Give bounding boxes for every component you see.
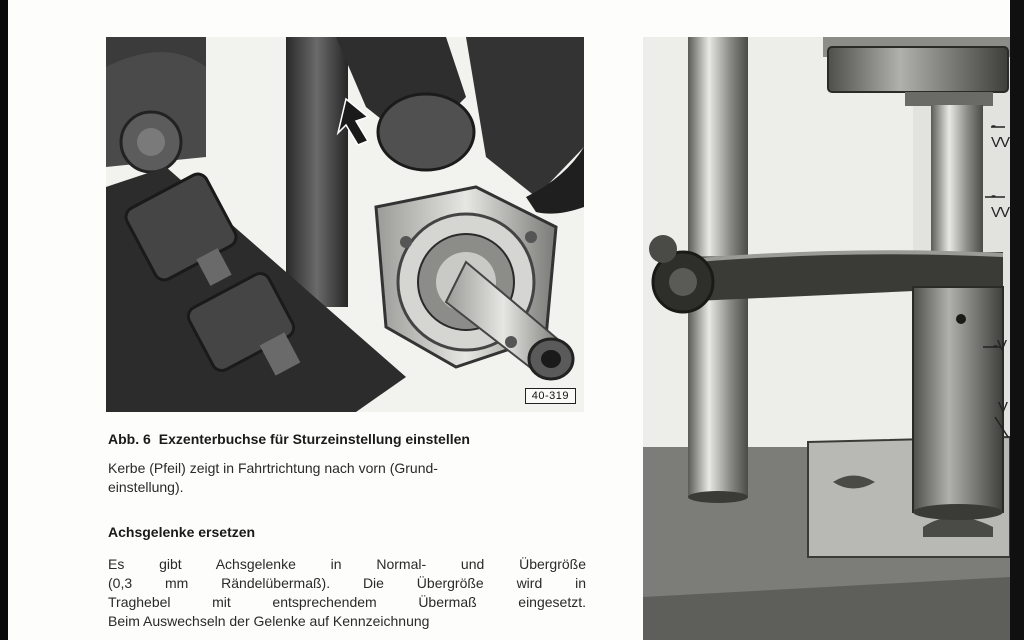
figure-caption <box>108 431 588 447</box>
text-line: (0,3 mm Rändelübermaß). Die Übergröße wird in <box>108 575 586 591</box>
caption-title: Exzenterbuchse für Sturzeinstellung einstellen <box>158 431 470 447</box>
callout-label: -VV <box>991 187 1010 221</box>
text-line: Traghebel mit entsprechendem Übermaß eingesetzt. <box>108 594 586 610</box>
text-line: Es gibt Achsgelenke in Normal- und Übergröße <box>108 556 586 572</box>
left-border <box>0 0 8 640</box>
ball-joint-illustration <box>106 37 584 412</box>
figure-number-tag: 40-319 <box>525 388 576 404</box>
figure-ball-joint-photo <box>106 37 584 412</box>
right-border <box>1010 0 1024 640</box>
text-line: Kerbe (Pfeil) zeigt in Fahrtrichtung nach vorn (Grund- <box>108 460 438 476</box>
section-heading: Achsgelenke ersetzen <box>108 524 256 540</box>
paragraph-notch-setting <box>108 459 586 497</box>
caption-label: Abb. 6 <box>108 431 151 447</box>
figure-press-tool-photo <box>643 37 1010 640</box>
paragraph-ball-joints <box>108 555 586 631</box>
text-line: Beim Auswechseln der Gelenke auf Kennzeichnung <box>108 613 430 629</box>
callout-label: V <box>998 399 1008 416</box>
press-tool-illustration <box>643 37 1010 640</box>
callout-label: -V <box>993 337 1006 354</box>
callout-label: -VV <box>991 117 1010 151</box>
text-line: einstellung). <box>108 479 184 495</box>
